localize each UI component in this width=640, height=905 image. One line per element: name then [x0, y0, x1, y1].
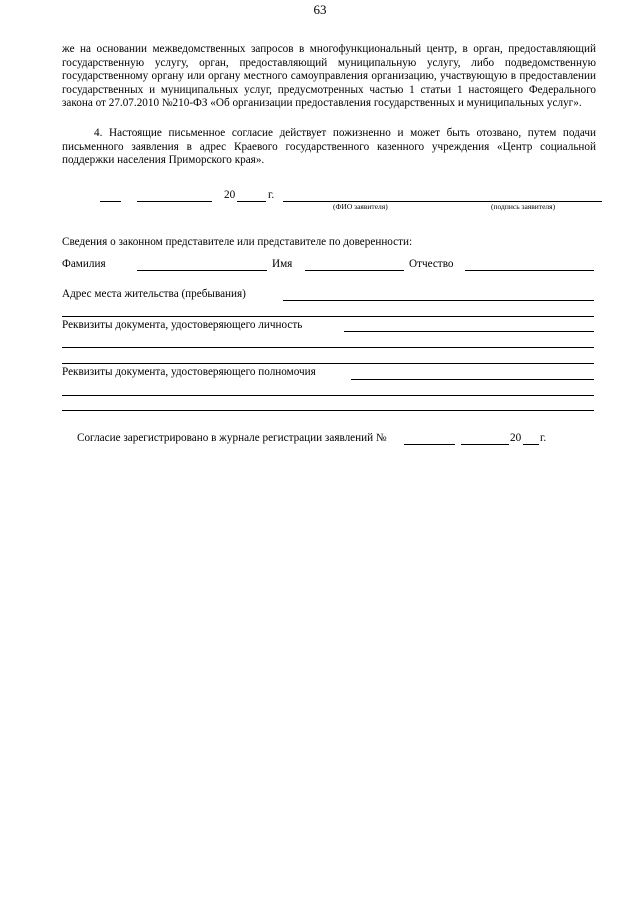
- registration-year-suffix: г.: [540, 432, 547, 444]
- id-document-label: Реквизиты документа, удостоверяющего личность: [62, 319, 303, 331]
- registration-year-prefix: 20: [510, 432, 522, 444]
- address-field-line-2[interactable]: [62, 316, 594, 317]
- surname-label: Фамилия: [62, 258, 106, 270]
- surname-field[interactable]: [137, 270, 267, 271]
- id-document-field-line-2[interactable]: [62, 347, 594, 348]
- name-label: Имя: [272, 258, 293, 270]
- date-day-blank[interactable]: [100, 201, 121, 202]
- authority-document-field[interactable]: [351, 379, 594, 380]
- patronymic-label: Отчество: [409, 258, 454, 270]
- registration-text: Согласие зарегистрировано в журнале регистрации заявлений №: [77, 432, 387, 444]
- id-document-field[interactable]: [344, 331, 594, 332]
- authority-document-field-line-2[interactable]: [62, 395, 594, 396]
- registration-year-field[interactable]: [523, 444, 539, 445]
- caption-applicant-signature: (подпись заявителя): [491, 202, 556, 211]
- date-year-blank[interactable]: [237, 201, 266, 202]
- address-field[interactable]: [283, 300, 594, 301]
- registration-number-field[interactable]: [404, 444, 455, 445]
- patronymic-field[interactable]: [465, 270, 594, 271]
- consent-paragraph-4: 4. Настоящие письменное согласие действует пожизненно и может быть отозвано, путем подачи письменного заявления в адрес Краевого государственного казенного учреждения «Центр социальной поддержки населения Приморского края».: [62, 127, 596, 167]
- caption-applicant-fio: (ФИО заявителя): [333, 202, 388, 211]
- authority-document-field-line-3[interactable]: [62, 410, 594, 411]
- page-number: 63: [313, 2, 327, 17]
- name-field[interactable]: [305, 270, 404, 271]
- date-month-blank[interactable]: [137, 201, 212, 202]
- id-document-field-line-3[interactable]: [62, 363, 594, 364]
- authority-document-label: Реквизиты документа, удостоверяющего полномочия: [62, 366, 316, 378]
- date-year-prefix: 20: [224, 189, 236, 201]
- registration-date-field[interactable]: [461, 444, 509, 445]
- address-label: Адрес места жительства (пребывания): [62, 288, 246, 300]
- consent-paragraph-continuation: же на основании межведомственных запросов в многофункциональный центр, в орган, предоставляющий государственную услугу, орган, предоставляющий муниципальную услугу, либо подведомственную государственному органу или органу местного самоуправления организацию, участвующую в предоставлении государственных и муниципальных услуг, предусмотренных частью 1 статьи 1 настоящего Федерального закона от 27.07.2010 №210-ФЗ «Об организации предоставления государственных и муниципальных услуг».: [62, 43, 596, 110]
- representative-heading: Сведения о законном представителе или представителе по доверенности:: [62, 236, 413, 248]
- date-year-suffix: г.: [268, 189, 275, 201]
